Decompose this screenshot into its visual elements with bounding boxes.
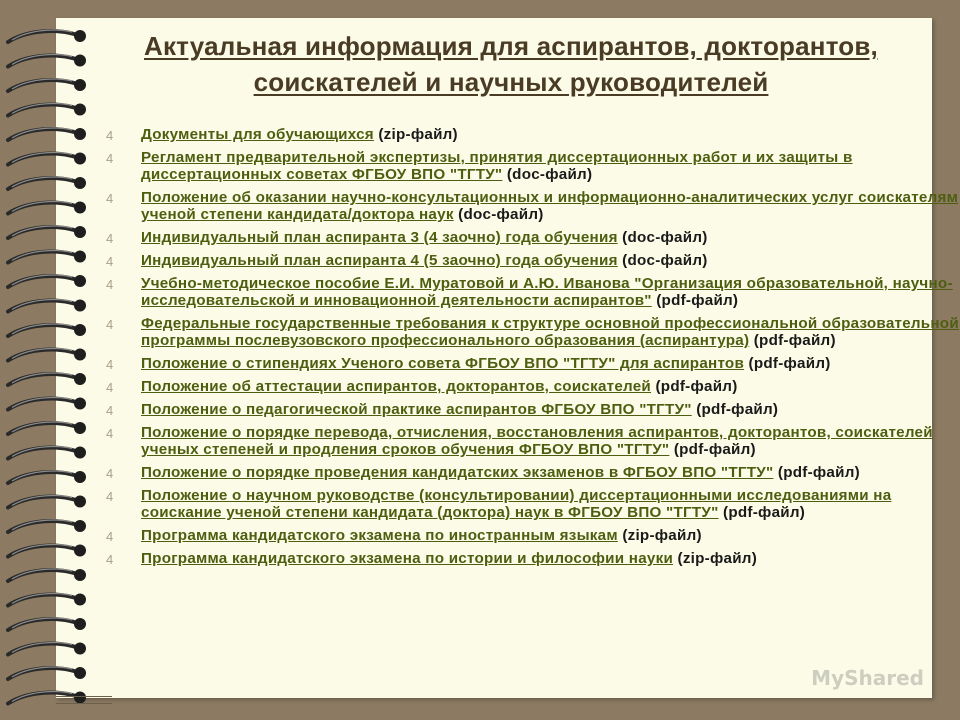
- bullet-icon: 4: [106, 151, 114, 166]
- file-type-label: (zip-файл): [673, 550, 757, 567]
- bullet-icon: 4: [106, 380, 114, 395]
- spiral-hole: [74, 447, 86, 459]
- bullet-icon: 4: [106, 489, 114, 504]
- list-item: [100, 229, 960, 246]
- bullet-icon: 4: [106, 403, 114, 418]
- spiral-hole: [74, 55, 86, 67]
- list-item: [100, 315, 960, 349]
- spiral-hole: [74, 545, 86, 557]
- bullet-icon: 4: [106, 552, 114, 567]
- file-type-label: (pdf-файл): [718, 504, 806, 521]
- list-item: [100, 527, 960, 544]
- document-link[interactable]: Положение о стипендиях Ученого совета ФГБОУ ВПО "ТГТУ" для аспирантов: [141, 355, 745, 372]
- list-item: [100, 401, 960, 418]
- bullet-icon: 4: [106, 254, 114, 269]
- spiral-hole: [74, 300, 86, 312]
- document-link[interactable]: Положение об аттестации аспирантов, докторантов, соискателей: [141, 378, 652, 395]
- spiral-hole: [74, 594, 86, 606]
- spiral-hole: [74, 569, 86, 581]
- file-type-label: (pdf-файл): [691, 401, 779, 418]
- list-item: [100, 464, 960, 481]
- document-link[interactable]: Индивидуальный план аспиранта 3 (4 заочно) года обучения: [141, 229, 618, 246]
- document-link[interactable]: Положение о порядке проведения кандидатских экзаменов в ФГБОУ ВПО "ТГТУ": [141, 464, 774, 481]
- file-type-label: (doc-файл): [502, 166, 593, 183]
- list-item: [100, 149, 960, 183]
- file-type-label: (zip-файл): [617, 527, 702, 544]
- file-type-label: (pdf-файл): [749, 332, 836, 349]
- file-type-label: (doc-файл): [617, 252, 708, 269]
- bullet-icon: 4: [106, 128, 114, 143]
- bullet-icon: 4: [106, 529, 114, 544]
- list-item: [100, 487, 960, 521]
- spiral-hole: [74, 104, 86, 116]
- spiral-hole: [74, 202, 86, 214]
- list-item: [100, 275, 960, 309]
- list-item: [100, 550, 960, 567]
- watermark: MyShared: [811, 666, 924, 690]
- document-link[interactable]: Положение об оказании научно-консультационных и информационно-аналитических услуг соискателям ученой степени кандидата/доктора наук: [141, 189, 959, 223]
- spiral-hole: [74, 153, 86, 165]
- spiral-hole: [74, 373, 86, 385]
- bullet-icon: 4: [106, 426, 114, 441]
- file-type-label: (doc-файл): [617, 229, 708, 246]
- list-item: [100, 189, 960, 223]
- spiral-hole: [74, 79, 86, 91]
- spiral-hole: [74, 275, 86, 287]
- spiral-hole: [74, 30, 86, 42]
- file-type-label: (pdf-файл): [744, 355, 831, 372]
- spiral-hole: [74, 618, 86, 630]
- spiral-hole: [74, 667, 86, 679]
- spiral-hole: [74, 496, 86, 508]
- spiral-binding: [0, 0, 100, 720]
- bullet-icon: 4: [106, 191, 114, 206]
- document-link[interactable]: Федеральные государственные требования к структуре основной профессиональной образовательной программы послевузовского профессионального образования (аспирантура): [141, 315, 959, 349]
- bullet-icon: 4: [106, 357, 114, 372]
- spiral-hole: [74, 471, 86, 483]
- list-item: [100, 424, 960, 458]
- document-link[interactable]: Регламент предварительной экспертизы, принятия диссертационных работ и их защиты в диссертационных советах ФГБОУ ВПО "ТГТУ": [141, 149, 853, 183]
- document-link[interactable]: Программа кандидатского экзамена по истории и философии науки: [141, 550, 674, 567]
- file-type-label: (pdf-файл): [669, 441, 756, 458]
- document-link[interactable]: Положение о научном руководстве (консультировании) диссертационными исследованиями на соискание ученой степени кандидата (доктора) наук в ФГБОУ ВПО "ТГТУ": [141, 487, 892, 521]
- file-type-label: (pdf-файл): [773, 464, 860, 481]
- bullet-icon: 4: [106, 277, 114, 292]
- document-link[interactable]: Положение о педагогической практике аспирантов ФГБОУ ВПО "ТГТУ": [141, 401, 692, 418]
- spiral-hole: [74, 324, 86, 336]
- document-link[interactable]: Положение о порядке перевода, отчисления, восстановления аспирантов, докторантов, соискателей ученых степеней и продления сроков обучения ФГБОУ ВПО "ТГТУ": [141, 424, 933, 458]
- list-item: [100, 355, 960, 372]
- spiral-hole: [74, 226, 86, 238]
- file-type-label: (doc-файл): [453, 206, 544, 223]
- bullet-icon: 4: [106, 317, 114, 332]
- file-type-label: (pdf-файл): [651, 292, 739, 309]
- document-link[interactable]: Индивидуальный план аспиранта 4 (5 заочно) года обучения: [141, 252, 618, 269]
- list-item: [100, 126, 960, 143]
- bullet-icon: 4: [106, 466, 114, 481]
- spiral-hole: [74, 251, 86, 263]
- spiral-hole: [74, 520, 86, 532]
- document-link[interactable]: Программа кандидатского экзамена по иностранным языкам: [141, 527, 618, 544]
- spiral-hole: [74, 349, 86, 361]
- spiral-hole: [74, 177, 86, 189]
- list-item: [100, 378, 960, 395]
- spiral-hole: [74, 128, 86, 140]
- document-link[interactable]: Учебно-методическое пособие Е.И. Муратовой и А.Ю. Иванова "Организация образовательной, научно-исследовательской и инновационной деятельности аспирантов": [141, 275, 953, 309]
- file-type-label: (zip-файл): [373, 126, 458, 143]
- document-list: [100, 126, 960, 573]
- spiral-hole: [74, 422, 86, 434]
- spiral-hole: [74, 398, 86, 410]
- page-corner-lines: [56, 696, 112, 704]
- page-title[interactable]: Актуальная информация для аспирантов, докторантов, соискателей и научных руководителей: [143, 31, 878, 97]
- bullet-icon: 4: [106, 231, 114, 246]
- list-item: [100, 252, 960, 269]
- spiral-hole: [74, 643, 86, 655]
- document-link[interactable]: Документы для обучающихся: [141, 126, 374, 143]
- file-type-label: (pdf-файл): [651, 378, 738, 395]
